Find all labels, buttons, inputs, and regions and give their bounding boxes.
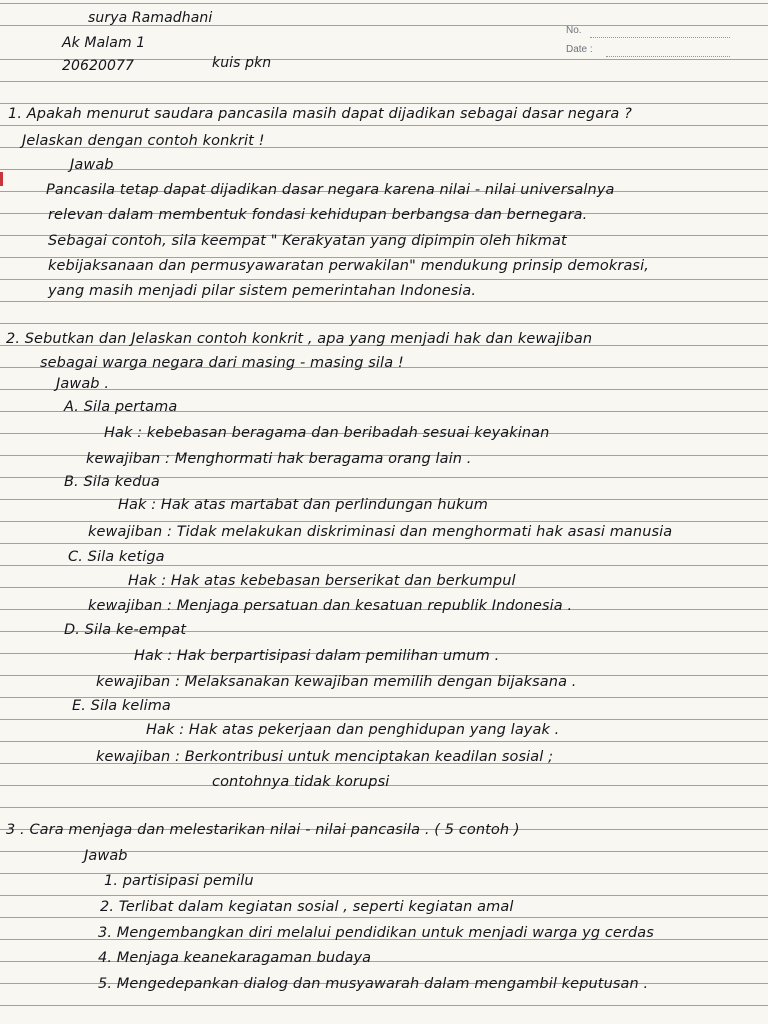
sila-1-hak: Hak : kebebasan beragama dan beribadah sesuai keyakinan xyxy=(104,425,550,441)
q1-answer-label: Jawab xyxy=(70,157,114,173)
sila-5-kewajiban-cont: contohnya tidak korupsi xyxy=(212,774,390,790)
q1-answer-line: relevan dalam membentuk fondasi kehidupan berbangsa dan bernegara. xyxy=(48,207,588,223)
q3-item: 2. Terlibat dalam kegiatan sosial , seperti kegiatan amal xyxy=(100,899,514,915)
q3-answer-label: Jawab xyxy=(84,848,128,864)
q1-question-line1: 1. Apakah menurut saudara pancasila masih dapat dijadikan sebagai dasar negara ? xyxy=(8,106,632,122)
q1-question-line2: Jelaskan dengan contoh konkrit ! xyxy=(22,133,265,149)
sila-2-kewajiban: kewajiban : Tidak melakukan diskriminasi dan menghormati hak asasi manusia xyxy=(88,524,673,540)
q1-answer-line: kebijaksanaan dan permusyawaratan perwakilan" mendukung prinsip demokrasi, xyxy=(48,258,649,274)
student-name: surya Ramadhani xyxy=(88,10,213,26)
sila-3-kewajiban: kewajiban : Menjaga persatuan dan kesatuan republik Indonesia . xyxy=(88,598,573,614)
student-class: Ak Malam 1 xyxy=(62,35,146,51)
sila-5-label: E. Sila kelima xyxy=(72,698,171,714)
q3-item: 5. Mengedepankan dialog dan musyawarah dalam mengambil keputusan . xyxy=(98,976,649,992)
q3-item: 3. Mengembangkan diri melalui pendidikan untuk menjadi warga yg cerdas xyxy=(98,925,654,941)
student-id: 20620077 xyxy=(62,58,135,74)
q3-item: 1. partisipasi pemilu xyxy=(104,873,254,889)
sila-5-hak: Hak : Hak atas pekerjaan dan penghidupan yang layak . xyxy=(146,722,560,738)
margin-mark xyxy=(0,172,3,186)
q3-item: 4. Menjaga keanekaragaman budaya xyxy=(98,950,372,966)
sila-4-kewajiban: kewajiban : Melaksanakan kewajiban memilih dengan bijaksana . xyxy=(96,674,577,690)
sila-4-hak: Hak : Hak berpartisipasi dalam pemilihan umum . xyxy=(134,648,500,664)
sila-2-label: B. Sila kedua xyxy=(64,474,160,490)
sila-4-label: D. Sila ke-empat xyxy=(64,622,187,638)
sila-3-hak: Hak : Hak atas kebebasan berserikat dan berkumpul xyxy=(128,573,516,589)
sila-1-label: A. Sila pertama xyxy=(64,399,178,415)
no-line xyxy=(590,37,730,38)
q1-answer-line: Pancasila tetap dapat dijadikan dasar negara karena nilai - nilai universalnya xyxy=(46,182,615,198)
sila-2-hak: Hak : Hak atas martabat dan perlindungan hukum xyxy=(118,497,489,513)
date-label: Date : xyxy=(566,44,593,55)
date-line xyxy=(606,56,730,57)
sila-3-label: C. Sila ketiga xyxy=(68,549,165,565)
q2-answer-label: Jawab . xyxy=(56,376,110,392)
q1-answer-line: yang masih menjadi pilar sistem pemerintahan Indonesia. xyxy=(48,283,477,299)
q1-answer-line: Sebagai contoh, sila keempat " Kerakyatan yang dipimpin oleh hikmat xyxy=(48,233,567,249)
q2-question-line2: sebagai warga negara dari masing - masing sila ! xyxy=(40,355,404,371)
sila-1-kewajiban: kewajiban : Menghormati hak beragama orang lain . xyxy=(86,451,472,467)
q3-question: 3 . Cara menjaga dan melestarikan nilai - nilai pancasila . ( 5 contoh ) xyxy=(6,822,520,838)
q2-question-line1: 2. Sebutkan dan Jelaskan contoh konkrit , apa yang menjadi hak dan kewajiban xyxy=(6,331,593,347)
sila-5-kewajiban: kewajiban : Berkontribusi untuk menciptakan keadilan sosial ; xyxy=(96,749,554,765)
subject-title: kuis pkn xyxy=(212,55,272,71)
no-label: No. xyxy=(566,25,582,36)
